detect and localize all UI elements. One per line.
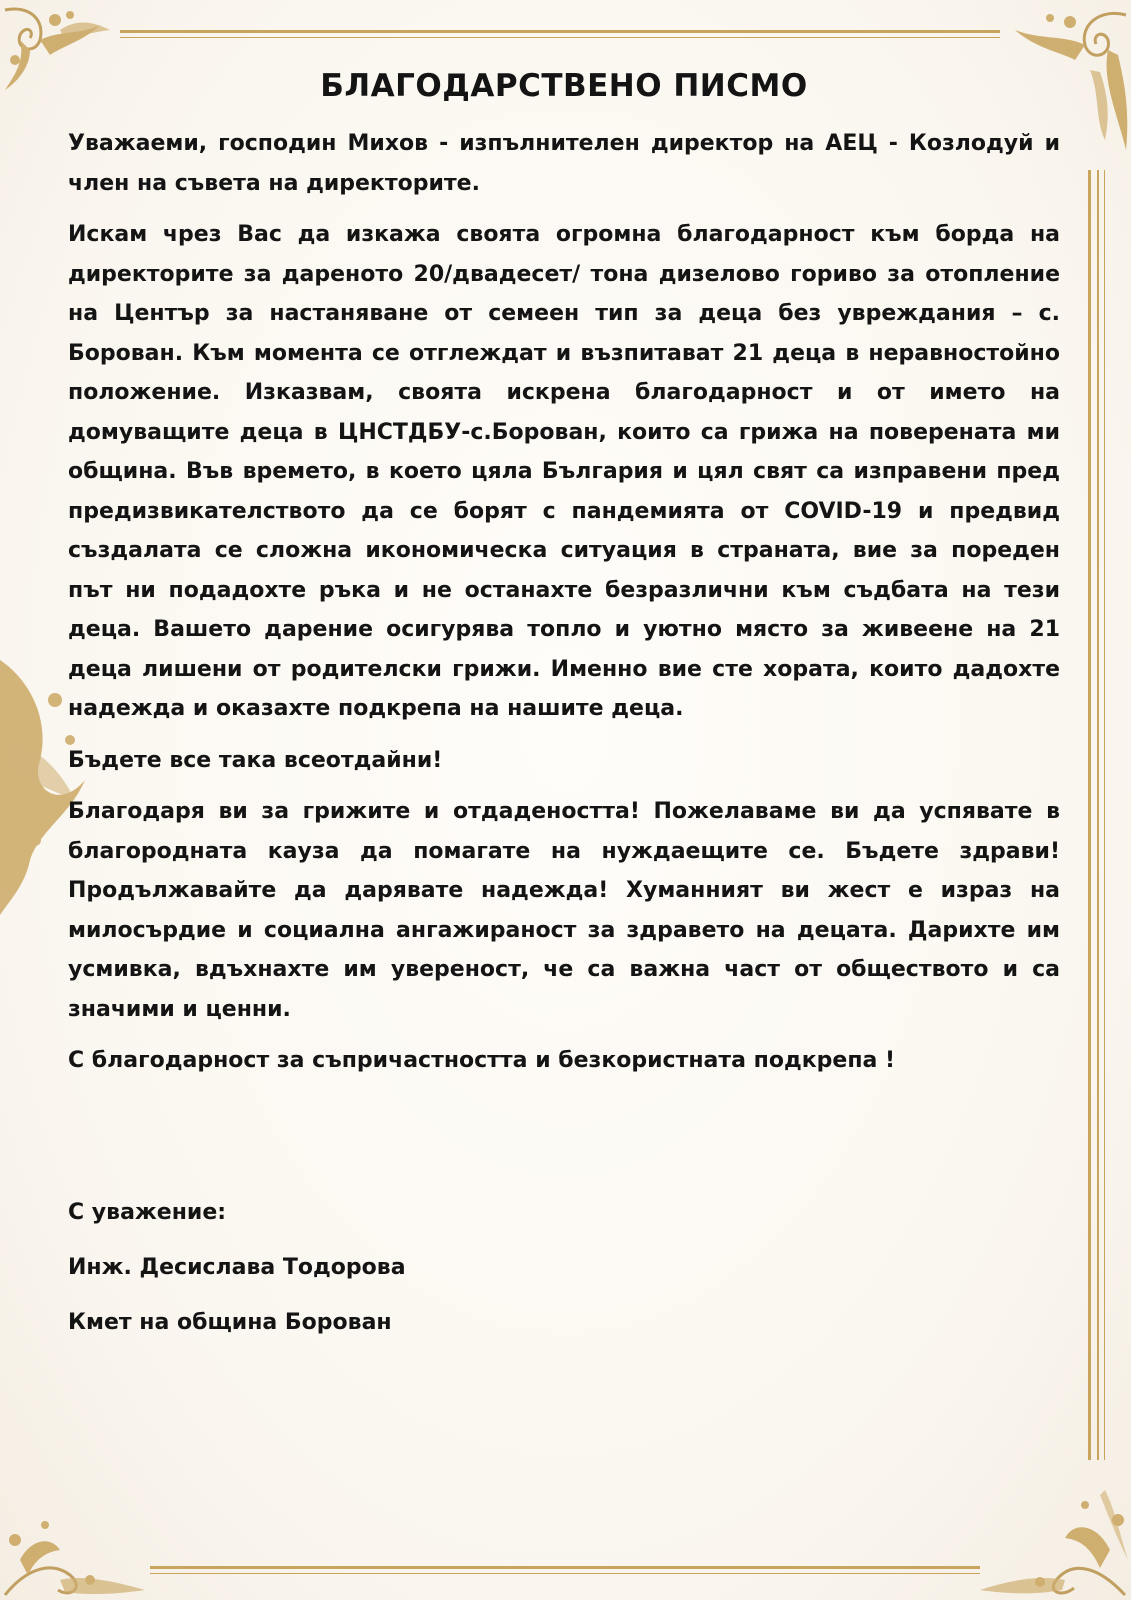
signer-title: Кмет на община Борован: [68, 1310, 392, 1335]
closing-paragraph: С благодарност за съпричастността и безкористната подкрепа !: [68, 1048, 896, 1073]
bottom-right-ornament-icon: [970, 1450, 1131, 1600]
bottom-border-line: [150, 1566, 980, 1569]
letter-title: БЛАГОДАРСТВЕНО ПИСМО: [320, 68, 808, 104]
greeting-paragraph: Уважаеми, господин Михов - изпълнителен директор на АЕЦ - Козлодуй и член на съвета на директорите.: [68, 131, 1060, 196]
body-paragraph-1: Искам чрез Вас да изкажа своята огромна благодарност към борда на директорите за дареното 20/двадесет/ тона дизелово гориво за отопление на Център за настаняване от семеен тип за деца без увреждания – с. Борован. Към момента се отглеждат и възпитават 21 деца в неравностойно положение. Изказвам, своята искрена благодарност и от името на домуващите деца в ЦНСТДБУ-с.Борован, които са грижа на поверената ми община. Във времето, в което цяла България и цял свят са изправени пред предизвикателството да се борят с пандемията от COVID-19 и предвид създалата се сложна икономическа ситуация в страната, вие за пореден път ни подадохте ръка и не останахте безразлични към съдбата на тези деца. Вашето дарение осигурява топло и уютно място за живеене на 21 деца лишени от родителски грижи. Именно вие сте хората, които дадохте надежда и оказахте подкрепа на нашите деца.: [68, 222, 1060, 721]
bottom-left-ornament-icon: [0, 1480, 150, 1600]
bottom-border-line-inner: [150, 1573, 980, 1574]
top-border-line: [120, 30, 1000, 33]
letter-content: [68, 68, 1060, 1093]
signer-name: Инж. Десислава Тодорова: [68, 1255, 406, 1280]
right-border-line: [1088, 170, 1091, 1460]
body-paragraph-3: Благодаря ви за грижите и отдадеността! Пожелаваме ви да успявате в благородната кауза да помагате на нуждаещите се. Бъдете здрави! Продължавайте да дарявате надежда! Хуманният ви жест е израз на милосърдие и социална ангажираност за здравето на децата. Дарихте им усмивка, вдъхнахте им увереност, че са важна част от обществото и са значими и ценни.: [68, 799, 1060, 1022]
regards-line: С уважение:: [68, 1200, 227, 1225]
right-border-line-outer: [1104, 170, 1105, 1460]
body-paragraph-2: Бъдете все така всеотдайни!: [68, 747, 443, 773]
right-border-line-inner: [1097, 170, 1099, 1460]
top-border-line-inner: [120, 37, 1000, 38]
